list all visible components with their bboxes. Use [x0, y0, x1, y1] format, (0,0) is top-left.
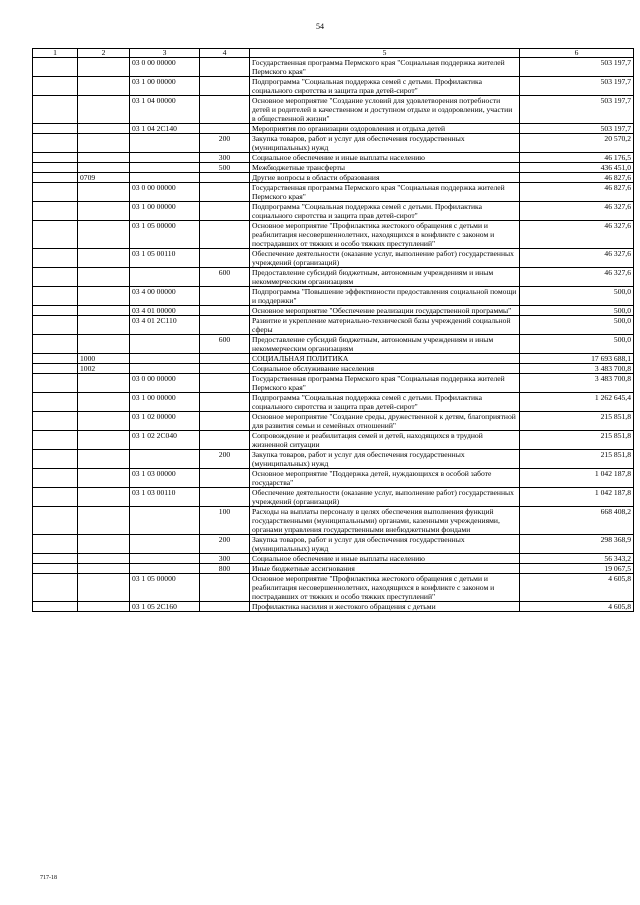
- cell-c1: [33, 574, 78, 602]
- table-row: [33, 554, 634, 564]
- cell-c6: 298 368,9: [520, 535, 634, 554]
- column-header: 5: [250, 49, 520, 58]
- cell-c5: Другие вопросы в области образования: [250, 173, 520, 183]
- cell-c6: 500,0: [520, 335, 634, 354]
- cell-c1: [33, 202, 78, 221]
- cell-c2: [78, 58, 130, 77]
- cell-c2: 0709: [78, 173, 130, 183]
- cell-c2: [78, 306, 130, 316]
- cell-c4: 200: [200, 450, 250, 469]
- table-row: [33, 96, 634, 124]
- cell-c4: [200, 364, 250, 374]
- cell-c3: 03 1 03 00110: [130, 488, 200, 507]
- cell-c1: [33, 393, 78, 412]
- cell-c2: [78, 163, 130, 173]
- cell-c4: [200, 412, 250, 431]
- cell-c2: [78, 249, 130, 268]
- column-header: 2: [78, 49, 130, 58]
- cell-c5: Государственная программа Пермского края "Социальная поддержка жителей Пермского края": [250, 374, 520, 393]
- cell-c3: [130, 564, 200, 574]
- cell-c2: [78, 153, 130, 163]
- cell-c2: [78, 77, 130, 96]
- cell-c6: 46 327,6: [520, 202, 634, 221]
- footer-code: 717-18: [40, 875, 57, 881]
- cell-c1: [33, 77, 78, 96]
- table-row: [33, 535, 634, 554]
- cell-c6: 3 483 700,8: [520, 374, 634, 393]
- cell-c1: [33, 134, 78, 153]
- cell-c1: [33, 564, 78, 574]
- cell-c1: [33, 602, 78, 612]
- cell-c6: 503 197,7: [520, 124, 634, 134]
- cell-c1: [33, 153, 78, 163]
- cell-c2: [78, 507, 130, 535]
- cell-c4: [200, 469, 250, 488]
- cell-c5: Предоставление субсидий бюджетным, автономным учреждениям и иным некоммерческим организациям: [250, 335, 520, 354]
- cell-c5: Подпрограмма "Социальная поддержка семей с детьми. Профилактика социального сиротства и защита прав детей-сирот": [250, 77, 520, 96]
- cell-c4: 500: [200, 163, 250, 173]
- cell-c5: Социальное обслуживание населения: [250, 364, 520, 374]
- column-header: 1: [33, 49, 78, 58]
- cell-c2: [78, 393, 130, 412]
- table-row: [33, 364, 634, 374]
- cell-c3: 03 1 02 00000: [130, 412, 200, 431]
- table-row: [33, 507, 634, 535]
- cell-c4: [200, 249, 250, 268]
- cell-c6: 4 605,8: [520, 602, 634, 612]
- table-row: [33, 469, 634, 488]
- cell-c5: Закупка товаров, работ и услуг для обеспечения государственных (муниципальных) нужд: [250, 450, 520, 469]
- cell-c5: Подпрограмма "Социальная поддержка семей с детьми. Профилактика социального сиротства и защита прав детей-сирот": [250, 393, 520, 412]
- cell-c5: Расходы на выплаты персоналу в целях обеспечения выполнения функций государственными (муниципальными) органами, казенными учреждениями, органами управления государственными внебюджетными фондами: [250, 507, 520, 535]
- cell-c5: Основное мероприятие "Профилактика жестокого обращения с детьми и реабилитация несовершеннолетних, находящихся в конфликте с законом и пострадавших от тяжких и особо тяжких преступлений": [250, 574, 520, 602]
- cell-c2: [78, 268, 130, 287]
- cell-c3: 03 4 01 00000: [130, 306, 200, 316]
- table-row: [33, 183, 634, 202]
- cell-c6: 56 343,2: [520, 554, 634, 564]
- cell-c5: Предоставление субсидий бюджетным, автономным учреждениям и иным некоммерческим организациям: [250, 268, 520, 287]
- cell-c4: [200, 393, 250, 412]
- cell-c4: [200, 77, 250, 96]
- cell-c4: [200, 306, 250, 316]
- cell-c6: 1 262 645,4: [520, 393, 634, 412]
- cell-c1: [33, 58, 78, 77]
- cell-c3: 03 1 05 00000: [130, 221, 200, 249]
- table-row: [33, 124, 634, 134]
- cell-c5: Обеспечение деятельности (оказание услуг, выполнение работ) государственных учреждений (организаций): [250, 488, 520, 507]
- cell-c3: 03 4 00 00000: [130, 287, 200, 306]
- cell-c2: [78, 412, 130, 431]
- cell-c5: Основное мероприятие "Обеспечение реализации государственной программы": [250, 306, 520, 316]
- cell-c5: Основное мероприятие "Создание условий для удовлетворения потребности детей и родителей в качественном и доступном отдыхе и оздоровлении, участии в общественной жизни": [250, 96, 520, 124]
- cell-c3: 03 1 05 2С160: [130, 602, 200, 612]
- cell-c6: 46 327,6: [520, 221, 634, 249]
- cell-c1: [33, 221, 78, 249]
- table-row: [33, 173, 634, 183]
- cell-c1: [33, 96, 78, 124]
- cell-c6: 436 451,0: [520, 163, 634, 173]
- cell-c2: [78, 374, 130, 393]
- cell-c4: [200, 316, 250, 335]
- cell-c1: [33, 335, 78, 354]
- cell-c5: Межбюджетные трансферты: [250, 163, 520, 173]
- table-row: [33, 393, 634, 412]
- cell-c6: 20 570,2: [520, 134, 634, 153]
- cell-c6: 215 851,8: [520, 450, 634, 469]
- cell-c2: [78, 535, 130, 554]
- cell-c6: 17 693 688,1: [520, 354, 634, 364]
- cell-c1: [33, 249, 78, 268]
- cell-c5: Мероприятия по организации оздоровления и отдыха детей: [250, 124, 520, 134]
- column-header: 6: [520, 49, 634, 58]
- cell-c4: [200, 124, 250, 134]
- column-header: 4: [200, 49, 250, 58]
- cell-c3: 03 1 05 00000: [130, 574, 200, 602]
- cell-c3: [130, 554, 200, 564]
- table-row: [33, 431, 634, 450]
- cell-c6: 500,0: [520, 287, 634, 306]
- cell-c1: [33, 163, 78, 173]
- cell-c6: 1 042 187,8: [520, 488, 634, 507]
- cell-c1: [33, 554, 78, 564]
- cell-c5: СОЦИАЛЬНАЯ ПОЛИТИКА: [250, 354, 520, 364]
- cell-c2: [78, 221, 130, 249]
- cell-c3: 03 1 04 00000: [130, 96, 200, 124]
- cell-c4: 600: [200, 335, 250, 354]
- cell-c4: [200, 602, 250, 612]
- table-row: [33, 354, 634, 364]
- cell-c2: 1000: [78, 354, 130, 364]
- cell-c3: [130, 173, 200, 183]
- cell-c4: [200, 354, 250, 364]
- cell-c6: 46 327,6: [520, 249, 634, 268]
- cell-c5: Основное мероприятие "Поддержка детей, нуждающихся в особой заботе государства": [250, 469, 520, 488]
- cell-c4: [200, 287, 250, 306]
- cell-c3: 03 0 00 00000: [130, 183, 200, 202]
- cell-c3: [130, 134, 200, 153]
- cell-c2: [78, 183, 130, 202]
- table-row: [33, 374, 634, 393]
- cell-c4: [200, 183, 250, 202]
- cell-c3: 03 1 05 00110: [130, 249, 200, 268]
- cell-c4: [200, 202, 250, 221]
- cell-c1: [33, 173, 78, 183]
- table-row: [33, 488, 634, 507]
- cell-c4: [200, 488, 250, 507]
- cell-c1: [33, 268, 78, 287]
- table-row: [33, 153, 634, 163]
- cell-c1: [33, 507, 78, 535]
- cell-c5: Государственная программа Пермского края "Социальная поддержка жителей Пермского края": [250, 58, 520, 77]
- cell-c2: [78, 574, 130, 602]
- table-row: [33, 249, 634, 268]
- cell-c2: [78, 564, 130, 574]
- cell-c4: 600: [200, 268, 250, 287]
- cell-c3: [130, 163, 200, 173]
- cell-c3: 03 1 03 00000: [130, 469, 200, 488]
- cell-c2: [78, 469, 130, 488]
- table-row: [33, 602, 634, 612]
- cell-c4: [200, 374, 250, 393]
- cell-c2: [78, 134, 130, 153]
- cell-c1: [33, 124, 78, 134]
- cell-c1: [33, 431, 78, 450]
- cell-c3: 03 1 00 00000: [130, 77, 200, 96]
- cell-c6: 3 483 700,8: [520, 364, 634, 374]
- cell-c5: Иные бюджетные ассигнования: [250, 564, 520, 574]
- cell-c2: [78, 335, 130, 354]
- table-row: [33, 412, 634, 431]
- cell-c4: 300: [200, 153, 250, 163]
- cell-c1: [33, 535, 78, 554]
- cell-c2: [78, 431, 130, 450]
- table-row: [33, 268, 634, 287]
- cell-c1: [33, 488, 78, 507]
- cell-c4: 800: [200, 564, 250, 574]
- cell-c4: [200, 574, 250, 602]
- cell-c4: 100: [200, 507, 250, 535]
- cell-c1: [33, 469, 78, 488]
- table-row: [33, 306, 634, 316]
- table-row: [33, 574, 634, 602]
- cell-c6: 503 197,7: [520, 77, 634, 96]
- cell-c4: [200, 96, 250, 124]
- cell-c4: [200, 221, 250, 249]
- cell-c3: [130, 153, 200, 163]
- cell-c3: 03 0 00 00000: [130, 58, 200, 77]
- table-row: [33, 163, 634, 173]
- cell-c1: [33, 412, 78, 431]
- cell-c5: Социальное обеспечение и иные выплаты населению: [250, 554, 520, 564]
- cell-c5: Закупка товаров, работ и услуг для обеспечения государственных (муниципальных) нужд: [250, 535, 520, 554]
- cell-c2: [78, 554, 130, 564]
- table-row: [33, 77, 634, 96]
- cell-c5: Государственная программа Пермского края "Социальная поддержка жителей Пермского края": [250, 183, 520, 202]
- cell-c3: [130, 335, 200, 354]
- cell-c5: Подпрограмма "Повышение эффективности предоставления социальной помощи и поддержки": [250, 287, 520, 306]
- cell-c2: [78, 488, 130, 507]
- cell-c6: 500,0: [520, 316, 634, 335]
- cell-c4: 200: [200, 535, 250, 554]
- cell-c6: 46 827,6: [520, 173, 634, 183]
- cell-c2: [78, 202, 130, 221]
- cell-c2: [78, 124, 130, 134]
- cell-c4: [200, 431, 250, 450]
- cell-c3: [130, 535, 200, 554]
- cell-c1: [33, 287, 78, 306]
- table-row: [33, 450, 634, 469]
- column-header: 3: [130, 49, 200, 58]
- cell-c6: 503 197,7: [520, 58, 634, 77]
- cell-c5: Обеспечение деятельности (оказание услуг, выполнение работ) государственных учреждений (организаций): [250, 249, 520, 268]
- budget-table: [32, 48, 634, 612]
- cell-c6: 215 851,8: [520, 431, 634, 450]
- cell-c5: Подпрограмма "Социальная поддержка семей с детьми. Профилактика социального сиротства и защита прав детей-сирот": [250, 202, 520, 221]
- cell-c5: Основное мероприятие "Профилактика жестокого обращения с детьми и реабилитация несовершеннолетних, находящихся в конфликте с законом и пострадавших от тяжких и особо тяжких преступлений": [250, 221, 520, 249]
- cell-c5: Социальное обеспечение и иные выплаты населению: [250, 153, 520, 163]
- table-row: [33, 134, 634, 153]
- cell-c5: Профилактика насилия и жестокого обращения с детьми: [250, 602, 520, 612]
- cell-c3: 03 1 02 2С040: [130, 431, 200, 450]
- cell-c5: Развитие и укрепление материально-технической базы учреждений социальной сферы: [250, 316, 520, 335]
- table-row: [33, 335, 634, 354]
- cell-c3: [130, 507, 200, 535]
- cell-c5: Сопровождение и реабилитация семей и детей, находящихся в трудной жизненной ситуации: [250, 431, 520, 450]
- column-number-row: [33, 49, 634, 58]
- cell-c6: 215 851,8: [520, 412, 634, 431]
- cell-c3: 03 0 00 00000: [130, 374, 200, 393]
- cell-c3: [130, 450, 200, 469]
- cell-c6: 19 067,5: [520, 564, 634, 574]
- cell-c5: Основное мероприятие "Создание среды, дружественной к детям, благоприятной для развития семьи и семейных отношений": [250, 412, 520, 431]
- cell-c2: [78, 602, 130, 612]
- cell-c2: [78, 287, 130, 306]
- cell-c3: 03 1 04 2С140: [130, 124, 200, 134]
- cell-c4: 200: [200, 134, 250, 153]
- table-row: [33, 287, 634, 306]
- cell-c3: [130, 268, 200, 287]
- cell-c1: [33, 316, 78, 335]
- table-row: [33, 202, 634, 221]
- cell-c1: [33, 306, 78, 316]
- table-row: [33, 316, 634, 335]
- cell-c6: 668 408,2: [520, 507, 634, 535]
- cell-c3: 03 4 01 2С110: [130, 316, 200, 335]
- cell-c2: 1002: [78, 364, 130, 374]
- cell-c5: Закупка товаров, работ и услуг для обеспечения государственных (муниципальных) нужд: [250, 134, 520, 153]
- cell-c3: 03 1 00 00000: [130, 393, 200, 412]
- cell-c4: 300: [200, 554, 250, 564]
- cell-c6: 1 042 187,8: [520, 469, 634, 488]
- table-row: [33, 221, 634, 249]
- page-number: 54: [316, 22, 324, 31]
- cell-c3: [130, 354, 200, 364]
- cell-c1: [33, 374, 78, 393]
- cell-c4: [200, 58, 250, 77]
- cell-c6: 4 605,8: [520, 574, 634, 602]
- cell-c4: [200, 173, 250, 183]
- cell-c6: 46 176,5: [520, 153, 634, 163]
- cell-c1: [33, 183, 78, 202]
- cell-c1: [33, 450, 78, 469]
- cell-c2: [78, 450, 130, 469]
- table-row: [33, 58, 634, 77]
- cell-c1: [33, 364, 78, 374]
- table-row: [33, 564, 634, 574]
- cell-c6: 46 827,6: [520, 183, 634, 202]
- cell-c1: [33, 354, 78, 364]
- cell-c3: [130, 364, 200, 374]
- cell-c2: [78, 316, 130, 335]
- cell-c2: [78, 96, 130, 124]
- cell-c6: 503 197,7: [520, 96, 634, 124]
- cell-c6: 500,0: [520, 306, 634, 316]
- cell-c6: 46 327,6: [520, 268, 634, 287]
- cell-c3: 03 1 00 00000: [130, 202, 200, 221]
